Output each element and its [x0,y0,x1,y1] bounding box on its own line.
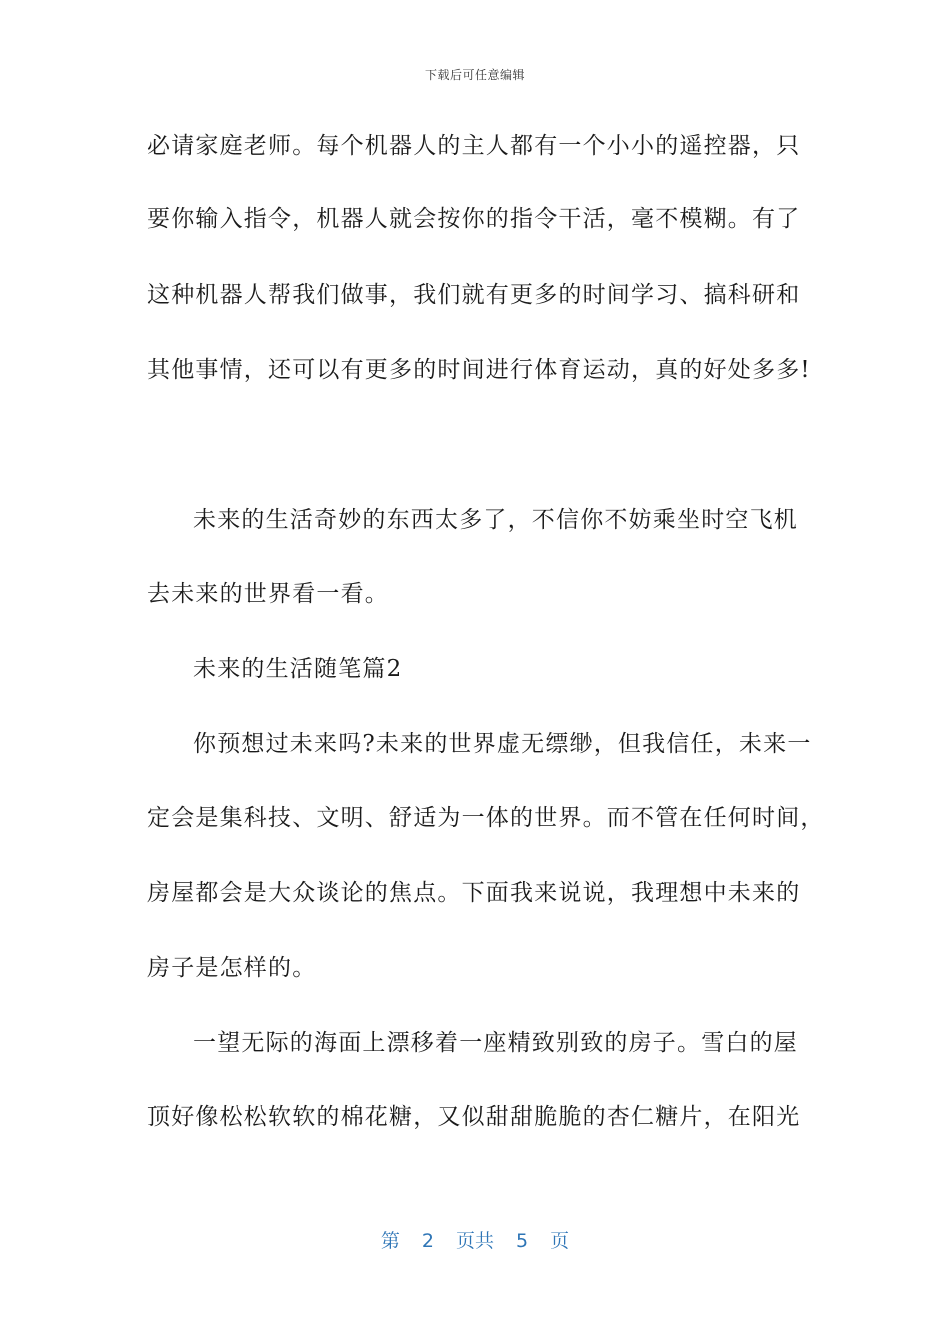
text-line: 房屋都会是大众谈论的焦点。下面我来说说，我理想中未来的 [147,880,801,906]
footer-middle: 页共 [455,1230,494,1252]
total-pages-number: 5 [516,1230,529,1252]
paragraph-start-line: 未来的生活奇妙的东西太多了，不信你不妨乘坐时空飞机 [193,507,798,533]
page-header: 下载后可任意编辑 [424,68,525,82]
current-page-number: 2 [421,1230,434,1252]
footer-suffix: 页 [550,1230,570,1252]
text-line: 必请家庭老师。每个机器人的主人都有一个小小的遥控器，只 [147,133,801,159]
text-line: 房子是怎样的。 [147,955,317,981]
paragraph-start-line: 你预想过未来吗?未来的世界虚无缥缈，但我信任，未来一 [193,731,812,757]
text-line: 顶好像松松软软的棉花糖，又似甜甜脆脆的杏仁糖片，在阳光 [147,1104,801,1130]
text-line: 去未来的世界看一看。 [147,581,389,607]
footer-prefix: 第 [380,1230,400,1252]
paragraph-start-line: 一望无际的海面上漂移着一座精致别致的房子。雪白的屋 [193,1030,798,1056]
text-line: 定会是集科技、文明、舒适为一体的世界。而不管在任何时间， [147,805,825,831]
section-heading: 未来的生活随笔篇2 [193,656,403,682]
text-line: 这种机器人帮我们做事，我们就有更多的时间学习、搞科研和 [147,282,801,308]
page-footer [0,1226,950,1253]
text-line: 其他事情，还可以有更多的时间进行体育运动，真的好处多多! [147,357,811,383]
text-line: 要你输入指令，机器人就会按你的指令干活，毫不模糊。有了 [147,206,801,232]
